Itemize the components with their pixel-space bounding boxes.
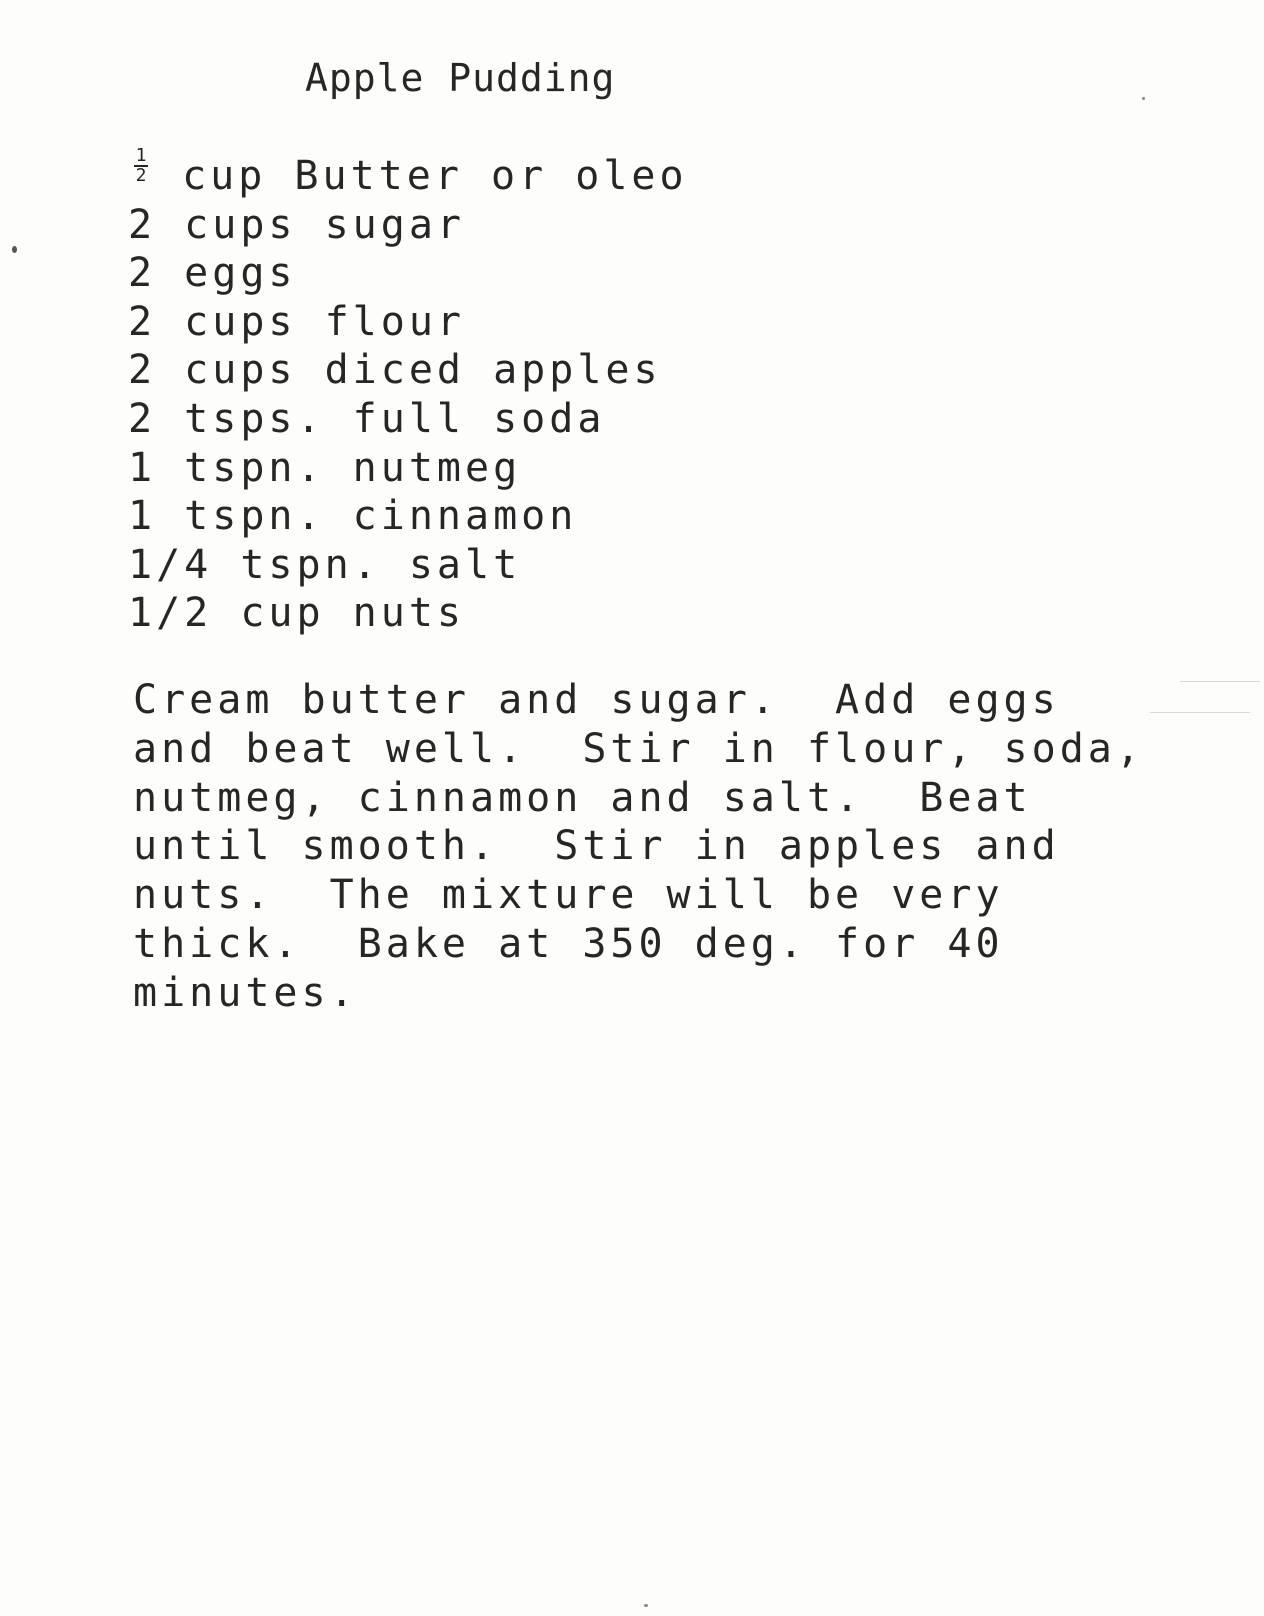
paper-speck — [12, 246, 17, 253]
paper-fold-mark — [1180, 681, 1260, 682]
ingredient-item — [128, 145, 688, 201]
paper-fold-mark — [1150, 712, 1250, 713]
directions-line: and beat well. Stir in flour, soda, — [133, 725, 1144, 772]
directions-line: nutmeg, cinnamon and salt. Beat — [133, 774, 1032, 821]
directions-line: minutes. — [133, 969, 358, 1016]
recipe-title: Apple Pudding — [305, 56, 616, 100]
fraction-numerator: 1 — [135, 145, 147, 166]
ingredient-item: 2 eggs — [128, 250, 297, 297]
directions-line: until smooth. Stir in apples and — [133, 823, 1060, 870]
ingredient-item: 2 cups diced apples — [128, 347, 662, 394]
directions-line: thick. Bake at 350 deg. for 40 — [133, 920, 1004, 967]
ingredient-item: 2 cups flour — [128, 298, 465, 345]
directions-paragraph — [133, 676, 1223, 1018]
fraction-denominator: 2 — [135, 165, 147, 186]
ingredient-item: 2 cups sugar — [128, 201, 465, 248]
ingredient-item: 1 tspn. nutmeg — [128, 444, 522, 491]
half-fraction — [128, 145, 154, 186]
ingredient-text: cup Butter or oleo — [182, 153, 688, 199]
ingredient-list — [128, 145, 688, 638]
directions-line: Cream butter and sugar. Add eggs — [133, 677, 1060, 723]
ingredient-item: 1/4 tspn. salt — [128, 541, 522, 588]
ingredient-item: 2 tsps. full soda — [128, 395, 606, 442]
directions-line: nuts. The mixture will be very — [133, 872, 1004, 919]
paper-speck — [644, 1604, 648, 1607]
ingredient-item: 1 tspn. cinnamon — [128, 493, 578, 540]
ingredient-item: 1/2 cup nuts — [128, 590, 465, 637]
paper-speck — [1142, 97, 1145, 100]
